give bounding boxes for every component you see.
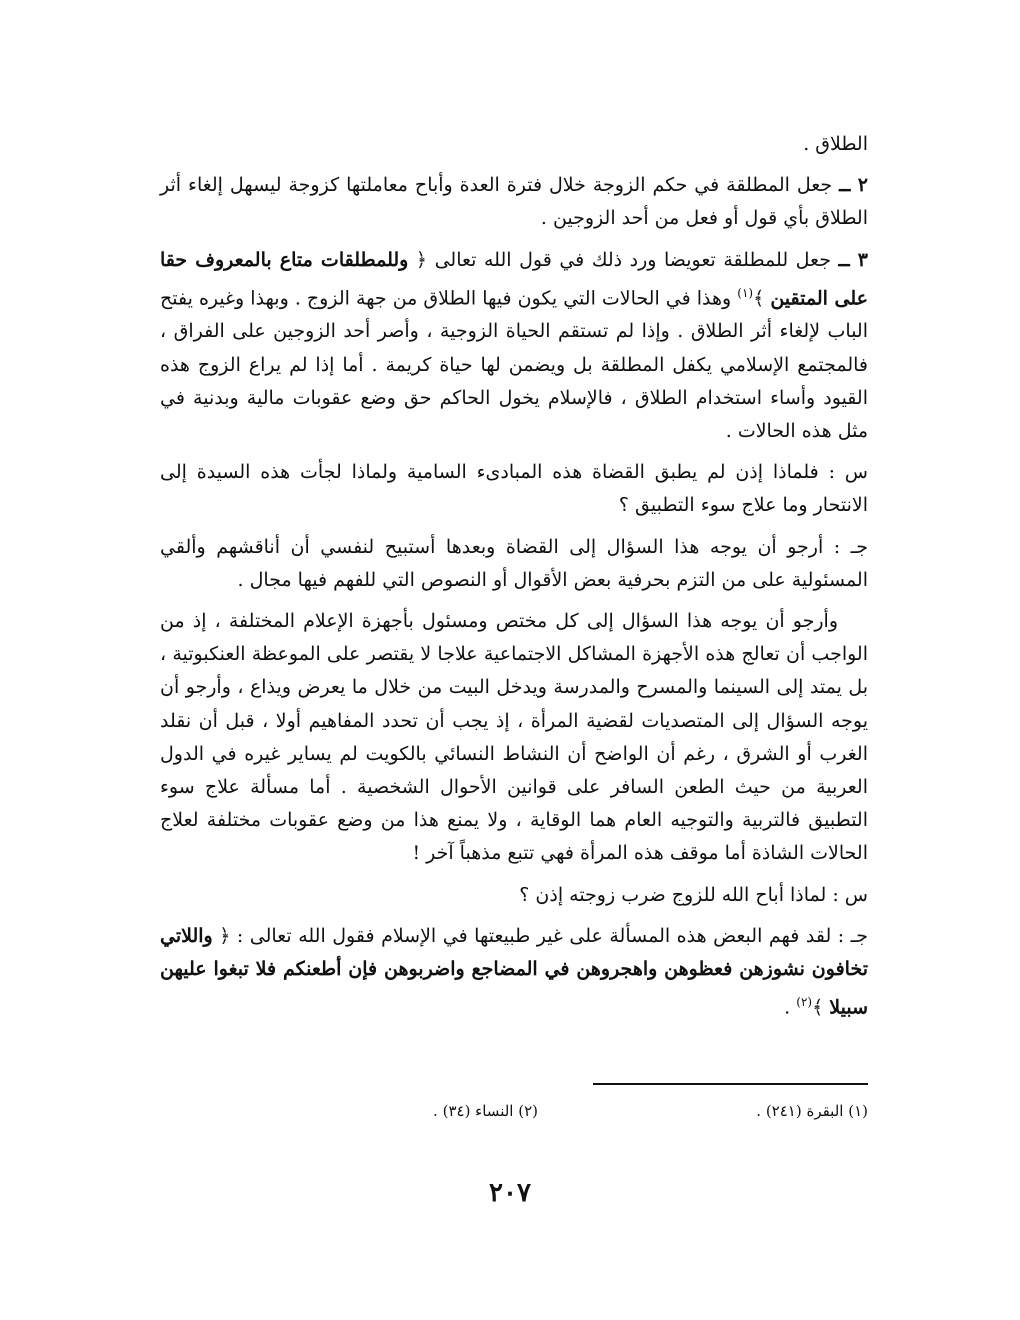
text-run: . bbox=[784, 996, 797, 1019]
footnote-separator bbox=[593, 1083, 868, 1085]
text-run: جعل المطلقة في حكم الزوجة خلال فترة العدة وأباح معاملتها كزوجة ليسهل إلغاء أثر الطلاق بأي قول أو فعل من أحد الزوجين . bbox=[160, 174, 868, 230]
paragraph bbox=[160, 605, 868, 871]
text-run: ﴾ bbox=[812, 996, 830, 1019]
paragraph bbox=[160, 531, 868, 597]
text-run: س : فلماذا إذن لم يطبق القضاة هذه المبادىء السامية ولماذا لجأت هذه السيدة إلى الانتحار وما علاج سوء التطبيق ؟ bbox=[160, 461, 868, 517]
footnote-1: (١) البقرة (٢٤١) . bbox=[756, 1102, 868, 1120]
page-number: ٢٠٧ bbox=[489, 1178, 531, 1208]
text-run: جـ : لقد فهم البعض هذه المسألة على غير طبيعتها في الإسلام فقول الله تعالى : ﴿ bbox=[212, 924, 868, 947]
paragraph bbox=[160, 879, 868, 912]
paragraph bbox=[160, 456, 868, 522]
footnote-marker: (١) bbox=[737, 285, 754, 300]
text-run: جعل للمطلقة تعويضا ورد ذلك في قول الله تعالى ﴿ bbox=[408, 248, 839, 271]
bold-text: وللمطلقات متاع بالمعروف حقا على المتقين bbox=[160, 248, 868, 310]
text-run: وأرجو أن يوجه هذا السؤال إلى كل مختص ومسئول بأجهزة الإعلام المختلفة ، إذ من الواجب أن تعالج هذه الأجهزة المشاكل الاجتماعية علاجا لا يقتصر على الموعظة العنكبوتية ، بل يمتد إلى السينما والمسرح والمدرسة ويدخل البيت من خلال ما يعرض ويذاع ، وأرجو أن يوجه السؤال إلى المتصديات لقضية المرأة ، إذ يجب أن تحدد المفاهيم أولا ، قبل أن نقلد الغرب أو الشرق ، رغم أن الواضح أن النشاط النسائي بالكويت لم يساير غيره في الدول العربية من حيث الطعن السافر على قوانين الأحوال الشخصية . أما مسألة علاج سوء التطبيق فالتربية والتوجيه العام هما الوقاية ، ولا يمنع هذا من وضع عقوبات مختلفة لعلاج الحالات الشاذة أما موقف هذه المرأة فهي تتبع مذهباً آخر ! bbox=[160, 609, 868, 865]
text-run: جـ : أرجو أن يوجه هذا السؤال إلى القضاة وبعدها أستبيح لنفسي أن أناقشهم وألقي المسئولية على من التزم بحرفية بعض الأقوال أو النصوص التي للفهم فيها مجال . bbox=[160, 535, 868, 591]
text-run: س : لماذا أباح الله للزوج ضرب زوجته إذن ؟ bbox=[519, 883, 868, 906]
bold-text: ٣ ــ bbox=[838, 248, 868, 271]
footnote-marker: (٢) bbox=[796, 995, 813, 1010]
paragraph bbox=[160, 244, 868, 449]
paragraph bbox=[160, 128, 868, 161]
text-run: الطلاق . bbox=[803, 133, 868, 155]
page-body bbox=[160, 128, 868, 1033]
bold-text: ٢ ــ bbox=[839, 174, 869, 197]
text-run: ﴾ bbox=[753, 287, 771, 310]
bold-text: واللاتي تخافون نشوزهن فعظوهن واهجروهن في المضاجع واضربوهن فإن أطعنكم فلا تبغوا عليهن سبيلا bbox=[160, 924, 868, 1019]
footnote-2: (٢) النساء (٣٤) . bbox=[433, 1102, 538, 1120]
paragraph bbox=[160, 169, 868, 235]
text-run: وهذا في الحالات التي يكون فيها الطلاق من جهة الزوج . وبهذا وغيره يفتح الباب لإلغاء أثر الطلاق . وإذا لم تستقم الحياة الزوجية ، وأصر أحد الزوجين على الفراق ، فالمجتمع الإسلامي يكفل المطلقة بل ويضمن لها حياة كريمة . أما إذا لم يراع الزوج هذه القيود وأساء استخدام الطلاق ، فالإسلام يخول الحاكم حق وضع عقوبات مالية وبدنية في مثل هذه الحالات . bbox=[160, 287, 868, 442]
paragraph bbox=[160, 920, 868, 1025]
